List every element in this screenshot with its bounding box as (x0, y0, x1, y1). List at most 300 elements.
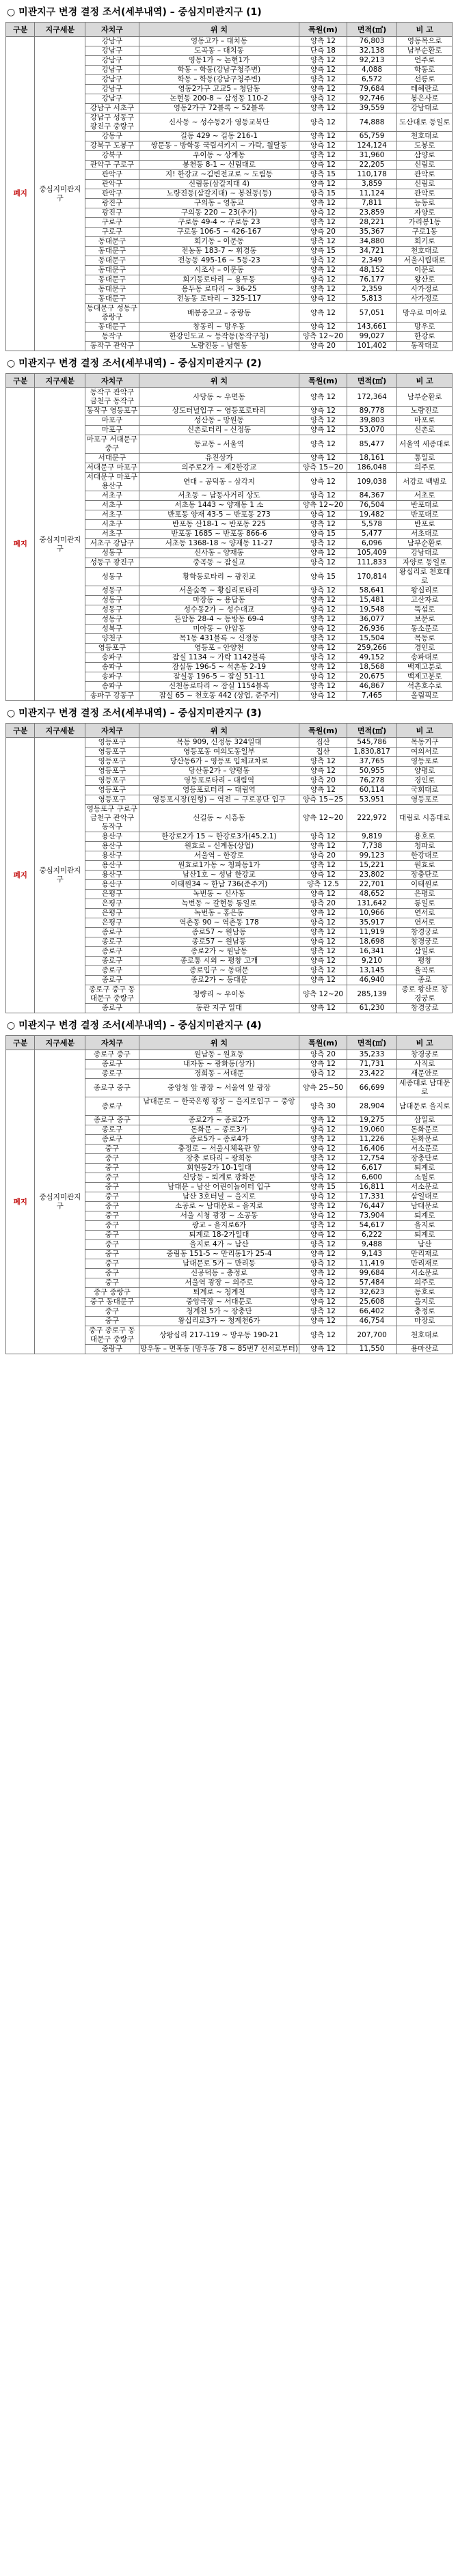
width-cell: 양측 12 (299, 132, 347, 141)
district-cell: 서대문구 마포구 (86, 463, 138, 471)
width-cell: 양측 12 (299, 473, 347, 491)
width-cell: 양측 12 (299, 1298, 347, 1307)
district-cell: 성동구 (85, 615, 139, 625)
remark-cell: 신촌로 (397, 426, 453, 435)
area-cell: 186,048 (347, 463, 397, 473)
district-cell: 강남구 (85, 75, 139, 85)
gubun-cell: 폐지 (6, 738, 35, 1013)
remark-cell: 동작대로 (397, 342, 453, 351)
width-cell: 양측 20 (299, 1050, 347, 1060)
remark-cell: 사직로 (397, 1060, 453, 1069)
location-cell: 중앙청 앞 광장 ~ 서울역 앞 광장 (139, 1079, 299, 1097)
district-cell: 구로구 (85, 218, 139, 228)
width-cell: 양측 12 (299, 104, 347, 113)
area-cell: 79,684 (347, 85, 397, 94)
remark-cell: 청파로 (397, 842, 453, 851)
district-cell: 양천구 (85, 634, 139, 644)
location-cell: 학동 – 학동(강남구청주변) (139, 75, 299, 85)
width-cell: 양측 12 (299, 832, 347, 842)
location-cell: 유진상가 (139, 454, 299, 463)
remark-cell: 경인로 (397, 776, 453, 786)
width-cell: 양측 12 (299, 75, 347, 85)
width-cell: 양측 12 (299, 94, 347, 104)
location-cell: 녹번동 – 홍은동 (139, 909, 299, 918)
width-cell: 양측 12 (299, 180, 347, 189)
location-cell: 영동2가구 72블록 ~ 52블록 (139, 104, 299, 113)
area-cell: 18,698 (347, 937, 397, 947)
area-cell: 16,811 (347, 1183, 397, 1192)
width-cell: 양측 12 (299, 615, 347, 625)
location-cell: 장충 로타리 – 광희동 (139, 1154, 299, 1164)
width-cell: 양측 12 (299, 266, 347, 275)
width-cell: 양측 20 (299, 342, 347, 351)
location-cell: 중곡동 ~ 잠실교 (139, 558, 299, 568)
width-cell: 양측 12 (299, 672, 347, 682)
area-cell: 124,124 (347, 141, 397, 151)
width-cell: 양측 12 (299, 976, 347, 985)
district-cell: 영등포구 구로구 금천구 관악구 동작구 (86, 805, 138, 831)
remark-cell: 새문안로 (397, 1069, 453, 1079)
area-cell: 10,966 (347, 909, 397, 918)
width-cell: 양측 12 (299, 294, 347, 304)
area-cell: 5,477 (347, 530, 397, 539)
remark-cell: 동소문로 (397, 625, 453, 634)
district-cell: 성동구 (85, 596, 139, 605)
location-cell: 청량리 ~ 우이동 (139, 985, 299, 1004)
remark-cell: 서소문로 (397, 1269, 453, 1278)
remark-cell: 마포로 (397, 416, 453, 426)
column-header: 구분 (6, 23, 35, 37)
remark-cell: 올림픽로 (397, 691, 453, 701)
district-cell: 종로구 (85, 928, 139, 937)
location-cell: 당산동6가 – 영등포 입체교차로 (139, 757, 299, 767)
location-cell: 원효로1가동 ~ 청파동1가 (139, 861, 299, 871)
location-cell: 성산동 – 망원동 (139, 416, 299, 426)
area-cell: 109,038 (347, 473, 397, 491)
district-cell: 중구 (85, 1231, 139, 1240)
remark-cell: 서울시립대로 (397, 256, 453, 266)
width-cell: 양측 12 (299, 1250, 347, 1259)
area-cell: 16,406 (347, 1145, 397, 1154)
remark-cell: 퇴계로 (397, 1164, 453, 1173)
width-cell: 양측 12 (299, 66, 347, 75)
remark-cell: 선릉로 (397, 75, 453, 85)
location-cell: 동교동 – 서울역 (139, 435, 299, 454)
section-title: ○ 미관지구 변경 결정 조서(세부내역) – 중심지미관지구 (3) (7, 708, 262, 719)
section-title: ○ 미관지구 변경 결정 조서(세부내역) – 중심지미관지구 (1) (7, 7, 262, 18)
district-cell: 동대문구 (85, 275, 139, 285)
location-cell: 영동고가 – 대치동 (139, 37, 299, 46)
area-cell: 99,123 (347, 851, 397, 861)
district-cell: 중구 (85, 1145, 139, 1154)
district-cell: 중구 (85, 1154, 139, 1164)
district-cell: 송파구 (85, 653, 139, 663)
table-section (5, 701, 453, 1013)
location-cell: 이태원34 ~ 한남 736(준주거) (139, 880, 299, 890)
remark-cell: 종로 왕산로 창경궁로 (397, 985, 453, 1004)
district-cell: 서초구 (85, 530, 139, 539)
remark-cell: 남부순환로 (397, 388, 453, 407)
area-cell: 39,803 (347, 416, 397, 426)
area-cell: 15,481 (347, 596, 397, 605)
width-cell: 양측 12~20 (299, 805, 347, 832)
remark-cell: 테헤란로 (397, 85, 453, 94)
width-cell: 양측 12 (299, 85, 347, 94)
width-cell: 양측 12 (299, 161, 347, 170)
area-cell: 76,447 (347, 1202, 397, 1211)
area-cell: 66,699 (347, 1079, 397, 1097)
district-cell: 영등포구 (85, 776, 139, 786)
area-cell: 545,786 (347, 738, 397, 748)
column-header: 지구세분 (35, 724, 85, 738)
district-cell: 은평구 (85, 890, 139, 899)
width-cell: 양측 12 (299, 510, 347, 520)
area-cell: 50,955 (347, 767, 397, 776)
location-cell: 서초동 1443 ~ 양재동 1 소 (139, 501, 299, 510)
location-cell: 영등포 – 안양천 (139, 644, 299, 653)
remark-cell: 백제고분로 (397, 663, 453, 672)
remark-cell: 남산 (397, 1240, 453, 1250)
district-cell: 마포구 (85, 416, 139, 426)
district-cell: 성동구 (85, 605, 139, 615)
location-cell: 구의동 – 영동교 (139, 199, 299, 208)
remark-cell: 세종대로 남대문로 (397, 1079, 453, 1097)
location-cell: 왕십리로3가 ~ 청계천6가 (139, 1317, 299, 1326)
width-cell: 양측 12 (299, 1231, 347, 1240)
width-cell: 양측 12 (299, 323, 347, 332)
district-table (5, 373, 453, 701)
location-cell: 도곡동 – 대치동 (139, 46, 299, 56)
area-cell: 57,484 (347, 1278, 397, 1288)
area-cell: 92,213 (347, 56, 397, 66)
location-cell: 사당동 ~ 우면동 (139, 388, 299, 407)
district-cell: 중구 동대문구 (85, 1298, 139, 1307)
remark-cell: 반포대로 (397, 501, 453, 510)
area-cell: 89,778 (347, 407, 397, 416)
width-cell: 양측 12 (299, 663, 347, 672)
width-cell: 양측 20 (299, 228, 347, 237)
area-cell: 15,221 (347, 861, 397, 871)
remark-cell: 삼일대로 (397, 1192, 453, 1202)
district-cell: 강남구 (85, 46, 139, 56)
area-cell: 131,642 (347, 899, 397, 909)
district-cell: 중구 (85, 1173, 139, 1183)
location-cell: 충정로 ~ 서울시체육관 앞 (139, 1145, 299, 1154)
area-cell: 20,675 (347, 672, 397, 682)
remark-cell: 남대문로 을지로 (397, 1097, 453, 1116)
area-cell: 5,813 (347, 294, 397, 304)
area-cell: 110,178 (347, 170, 397, 180)
subtype-cell: 중심지미관지구 (35, 388, 85, 701)
width-cell: 양측 12 (299, 1240, 347, 1250)
district-cell: 용산구 (85, 851, 139, 861)
location-cell: 을지로 4가 ~ 남산 (139, 1240, 299, 1250)
remark-cell: 봉은사로 (397, 94, 453, 104)
area-cell: 9,488 (347, 1240, 397, 1250)
remark-cell: 자양로 동일로 (397, 558, 453, 568)
district-cell: 중구 (85, 1211, 139, 1221)
width-cell: 양측 12 (299, 539, 347, 549)
remark-cell: 관악로 (397, 189, 453, 199)
width-cell: 양측 20 (299, 851, 347, 861)
column-header: 자치구 (85, 1036, 139, 1050)
district-cell: 성북구 (85, 625, 139, 634)
location-cell: 신당동 – 퇴계로 광화문 (139, 1173, 299, 1183)
subtype-cell: 중심지미관지구 (35, 37, 85, 351)
area-cell: 13,145 (347, 966, 397, 976)
width-cell: 양측 12 (299, 605, 347, 615)
location-cell: 잠실 65 ~ 천호동 442 (상업, 준주거) (139, 691, 299, 701)
area-cell: 37,765 (347, 757, 397, 767)
width-cell: 양측 12 (299, 435, 347, 454)
remark-cell: 창경궁로 (397, 1050, 453, 1060)
district-cell: 용산구 (85, 832, 139, 842)
area-cell: 48,652 (347, 890, 397, 899)
width-cell: 양측 12 (299, 966, 347, 976)
remark-cell: 능동로 (397, 199, 453, 208)
district-cell: 동대문구 성동구 중랑구 (86, 304, 138, 321)
column-header: 폭원(m) (299, 1036, 347, 1050)
remark-cell: 만리재로 (397, 1250, 453, 1259)
remark-cell: 고산자로 (397, 596, 453, 605)
area-cell: 53,070 (347, 426, 397, 435)
remark-cell: 석촌호수로 (397, 682, 453, 691)
location-cell: 망우동 – 면목동 (망우동 78 ~ 85번7 선서로부터) (139, 1345, 299, 1353)
remark-cell: 용마산로 (397, 1345, 453, 1354)
width-cell: 양측 15 (299, 189, 347, 199)
table-section (5, 1013, 453, 1354)
width-cell: 양측 12 (299, 1211, 347, 1221)
location-cell: 광교 – 을지로6가 (139, 1221, 299, 1231)
column-header: 위 치 (139, 724, 299, 738)
area-cell: 35,233 (347, 1050, 397, 1060)
location-cell: 서울숲쪽 ~ 황십리로타리 (139, 586, 299, 596)
location-cell: 잠실 1134 ~ 가락 1142블록 (139, 653, 299, 663)
remark-cell: 목동로 (397, 634, 453, 644)
width-cell: 양측 12 (299, 1164, 347, 1173)
location-cell: 신천동로타리 ~ 잠실 1154블록 (139, 682, 299, 691)
remark-cell: 동호로 (397, 1288, 453, 1298)
remark-cell: 도산대로 동일로 (397, 113, 453, 132)
location-cell: 미아동 ~ 안암동 (139, 625, 299, 634)
location-cell: 종로입구 ~ 동대문 (139, 966, 299, 976)
width-cell: 양측 12~20 (299, 985, 347, 1004)
remark-cell: 관악로 (397, 170, 453, 180)
location-cell: 서울역 광장 ~ 의주로 (139, 1278, 299, 1288)
district-table (5, 723, 453, 1013)
width-cell: 양측 12 (299, 596, 347, 605)
location-cell: 영동1가 ~ 논현1가 (139, 56, 299, 66)
area-cell: 35,367 (347, 228, 397, 237)
district-cell: 중구 (85, 1192, 139, 1202)
width-cell: 양측 12 (299, 1125, 347, 1135)
district-cell: 종로구 중구 동대문구 중랑구 (85, 985, 139, 1004)
location-cell: 지! 한강교 ~김변전교로 ~ 도림동 (139, 170, 299, 180)
district-cell: 종로구 중구 (85, 1116, 139, 1125)
remark-cell: 서강로 백범로 (397, 473, 453, 491)
area-cell: 259,266 (347, 644, 397, 653)
remark-cell: 여의서로 (397, 748, 453, 757)
location-cell: 창동리 ~ 망우동 (139, 323, 299, 332)
area-cell: 2,359 (347, 285, 397, 294)
width-cell: 양측 12 (299, 786, 347, 795)
area-cell: 71,731 (347, 1060, 397, 1069)
location-cell: 소공로 ~ 남대문로 – 을지로 (139, 1202, 299, 1211)
location-cell: 노량진동 – 남현동 (139, 342, 299, 351)
location-cell: 종로57 ~ 원남동 (139, 928, 299, 937)
width-cell: 양측 12 (299, 558, 347, 568)
area-cell: 18,568 (347, 663, 397, 672)
width-cell: 양측 12~20 (299, 501, 347, 510)
district-cell: 서초구 (85, 491, 139, 501)
remark-cell: 망우로 (397, 323, 453, 332)
gubun-cell: 폐지 (6, 1050, 35, 1354)
district-cell: 성동구 (85, 549, 139, 558)
area-cell: 19,548 (347, 605, 397, 615)
area-cell: 9,210 (347, 957, 397, 966)
location-cell: 돈화문 ~ 종로3가 (139, 1125, 299, 1135)
column-header: 위 치 (139, 374, 299, 388)
area-cell: 18,161 (347, 454, 397, 463)
district-cell: 강남구 서초구 (85, 104, 139, 113)
remark-cell: 사가정로 (397, 285, 453, 294)
column-header: 위 치 (139, 23, 299, 37)
width-cell: 양측 12 (299, 1288, 347, 1298)
column-header: 폭원(m) (299, 724, 347, 738)
remark-cell: 삼양로 (397, 151, 453, 161)
location-cell: 연대 – 공덕동 – 삼각지 (139, 473, 299, 491)
district-cell: 중구 (85, 1250, 139, 1259)
location-cell: 퇴계로 18-2가일대 (139, 1231, 299, 1240)
area-cell: 49,152 (347, 653, 397, 663)
remark-cell: 천호대로 (397, 132, 453, 141)
width-cell: 양측 12 (299, 1221, 347, 1231)
location-cell: 남대문로 5가 ~ 만리동 (139, 1259, 299, 1269)
area-cell: 16,341 (347, 947, 397, 957)
column-header: 면적(㎡) (347, 374, 397, 388)
district-cell: 용산구 (85, 842, 139, 851)
width-cell: 양측 12 (299, 1317, 347, 1326)
remark-cell: 은평로 (397, 890, 453, 899)
district-cell: 동대문구 (85, 323, 139, 332)
area-cell: 11,226 (347, 1135, 397, 1145)
area-cell: 19,060 (347, 1125, 397, 1135)
district-cell: 중구 (85, 1269, 139, 1278)
location-cell: 신길동 ~ 시흥동 (139, 805, 299, 832)
width-cell: 양측 20 (299, 899, 347, 909)
width-cell: 양측 12 (299, 491, 347, 501)
location-cell: 영등포시장(원형) ~ 역전 ~ 구로공단 입구 (139, 795, 299, 805)
remark-cell: 한강대로 (397, 851, 453, 861)
remark-cell: 창경궁로 (397, 1004, 453, 1013)
remark-cell: 장충단로 (397, 871, 453, 880)
width-cell: 양측 12 (299, 634, 347, 644)
location-cell: 목1동 431블록 ~ 신정동 (139, 634, 299, 644)
location-cell: 구로동 106-5 ~ 426-167 (139, 228, 299, 237)
width-cell: 양측 12 (299, 285, 347, 294)
width-cell: 양측 12.5 (299, 880, 347, 890)
remark-cell: 의주로 (397, 1278, 453, 1288)
remark-cell: 통일로 (397, 899, 453, 909)
remark-cell: 강남대로 (397, 104, 453, 113)
district-cell: 마포구 서대문구 중구 (86, 435, 138, 452)
location-cell: 봉천동 8-1 ~ 신림대로 (139, 161, 299, 170)
width-cell: 양측 12 (299, 842, 347, 851)
remark-cell: 만리재로 (397, 1259, 453, 1269)
location-cell: 원효로 – 신계동(상업) (139, 842, 299, 851)
width-cell: 양측 15 (299, 1183, 347, 1192)
remark-cell: 퇴계로 (397, 1211, 453, 1221)
district-cell: 중구 (85, 1221, 139, 1231)
location-cell: 영동2가구 고교5 – 청담동 (139, 85, 299, 94)
district-cell: 송파구 (85, 682, 139, 691)
district-cell: 서초구 (85, 501, 139, 510)
location-cell: 종로5가 – 종로4가 (139, 1135, 299, 1145)
remark-cell: 서초대로 (397, 530, 453, 539)
table-row (6, 37, 453, 46)
district-cell: 중구 (85, 1164, 139, 1173)
location-cell: 용두동 로타리 ~ 36-25 (139, 285, 299, 294)
district-cell: 중구 종로구 동대문구 중랑구 (85, 1326, 139, 1345)
column-header: 구분 (6, 374, 35, 388)
district-cell: 영등포구 (85, 644, 139, 653)
area-cell: 76,803 (347, 37, 397, 46)
area-cell: 28,904 (347, 1097, 397, 1116)
district-cell: 종로구 중구 (85, 1050, 139, 1060)
location-cell: 영등포동 여의도동일부 (139, 748, 299, 757)
location-cell: 퇴계로 ~ 청계천 (139, 1288, 299, 1298)
district-cell: 관악구 (85, 170, 139, 180)
width-cell: 양측 12 (299, 1154, 347, 1164)
remark-cell: 망우로 미아로 (397, 304, 453, 323)
district-cell: 종로구 (85, 966, 139, 976)
remark-cell: 신림로 (397, 180, 453, 189)
district-cell: 성동구 (85, 568, 139, 586)
width-cell: 양측 12~20 (299, 332, 347, 342)
district-cell: 동작구 관악구 금천구 동작구 (85, 388, 139, 407)
width-cell: 양측 12 (299, 1069, 347, 1079)
district-cell: 은평구 (85, 918, 139, 928)
width-cell: 양측 12 (299, 937, 347, 947)
width-cell: 양측 12 (299, 218, 347, 228)
location-cell: 길동 429 ~ 길동 216-1 (139, 132, 299, 141)
width-cell: 양측 15 (299, 530, 347, 539)
remark-cell: 율곡로 (397, 966, 453, 976)
width-cell: 양측 25~50 (299, 1079, 347, 1097)
width-cell: 양측 12 (299, 256, 347, 266)
remark-cell: 영등포로 (397, 795, 453, 805)
area-cell: 46,940 (347, 976, 397, 985)
width-cell: 양측 12 (299, 1278, 347, 1288)
location-cell: 논현동 200-8 ~ 삼성동 110-2 (139, 94, 299, 104)
location-cell: 노량진동(삼갈지대) ~ 봉천동(등) (139, 189, 299, 199)
district-cell: 동대문구 (85, 256, 139, 266)
district-cell: 종로구 (85, 957, 139, 966)
width-cell: 양측 12 (299, 1173, 347, 1183)
area-cell: 2,349 (347, 256, 397, 266)
area-cell: 4,088 (347, 66, 397, 75)
column-header: 지구세분 (35, 374, 85, 388)
remark-cell: 남부순환로 (397, 46, 453, 56)
area-cell: 26,936 (347, 625, 397, 634)
width-cell: 집산 (299, 738, 347, 748)
width-cell: 양측 12 (299, 625, 347, 634)
district-cell: 서대문구 마포구 용산구 (86, 473, 138, 490)
location-cell: 구로동 49-4 ~ 구로동 23 (139, 218, 299, 228)
location-cell: 서초동 ~ 남동사거리 상도 (139, 491, 299, 501)
area-cell: 12,754 (347, 1154, 397, 1164)
subtype-cell: 중심지미관지구 (35, 738, 85, 1013)
